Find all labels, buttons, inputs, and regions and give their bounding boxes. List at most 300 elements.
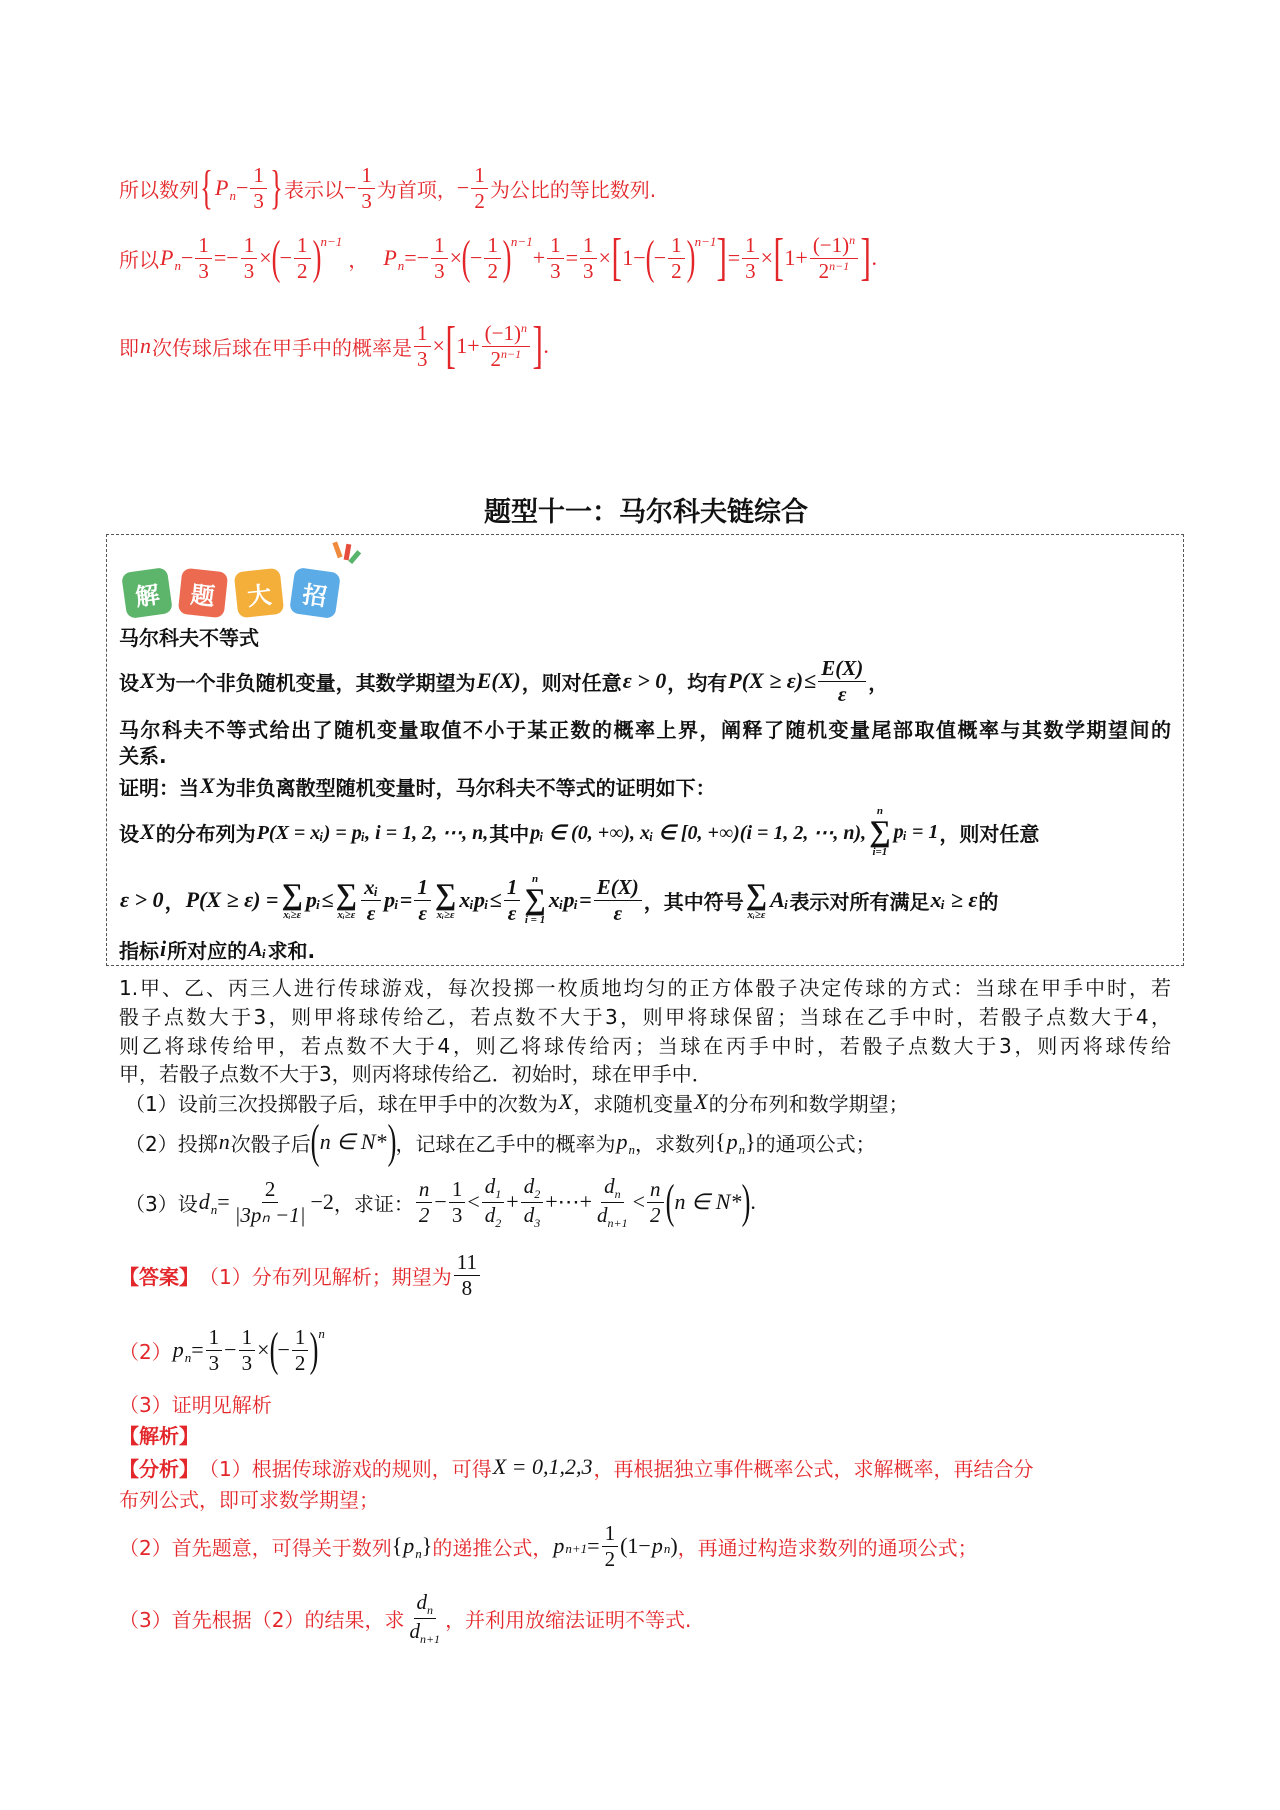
text: 次骰子后 (230, 1131, 311, 1156)
text: 所以数列 (119, 177, 199, 202)
math-var: i (160, 936, 167, 961)
equals: = (191, 1337, 204, 1362)
text: 【解析】 (119, 1423, 199, 1448)
denominator: ε (613, 900, 623, 925)
badge-tile: 解 (121, 567, 173, 619)
sum-upper: n (531, 873, 539, 885)
math-var: p (651, 1533, 663, 1558)
math-expr: P(X ≥ ε) (728, 668, 804, 693)
denominator (406, 1619, 443, 1647)
sigma: ∑ (869, 815, 891, 848)
exponent: n (849, 233, 856, 248)
denominator: 3 (361, 188, 372, 213)
analysis-sub-label: 【分析】 (119, 1456, 199, 1481)
minus: − (226, 245, 239, 270)
fraction (358, 163, 375, 212)
box-line-6 (119, 919, 315, 979)
numerator: E(X) (818, 656, 866, 681)
fraction (471, 163, 488, 212)
denominator: 3 (198, 258, 209, 283)
minus: − (343, 175, 357, 200)
sparkle-icon (327, 540, 367, 570)
fraction (580, 233, 597, 282)
denominator: 2 (294, 1350, 306, 1375)
numerator: 1 (449, 1177, 466, 1202)
box-line-2: 马尔科夫不等式给出了随机变量取值不小于某正数的概率上界，阐释了随机变量尾部取值概率与其数学期望间的 (119, 718, 1171, 742)
text: （1）设前三次投掷骰子后，球在甲手中的次数为 (125, 1091, 558, 1116)
exponent: n−1 (694, 234, 717, 249)
fraction (454, 1250, 480, 1299)
denominator: 3 (417, 346, 428, 371)
numerator: 1 (547, 233, 564, 258)
text: ，求数列 (635, 1131, 716, 1156)
minus: − (416, 245, 430, 270)
numerator (414, 1590, 437, 1619)
neg-one: (−1) (812, 233, 850, 258)
math-expr: E(X) (476, 668, 521, 693)
math-var: X (558, 1089, 573, 1114)
denominator: ε (507, 900, 517, 925)
math-var: X (140, 668, 155, 693)
text: ，其中符号 (643, 889, 744, 914)
tail-line-2 (119, 228, 877, 288)
text: （3）证明见解析 (119, 1392, 272, 1417)
math-var: pᵢ (384, 887, 399, 912)
right-paren: ) (686, 231, 696, 284)
right-paren: ) (502, 231, 512, 284)
text: 所以 (119, 247, 159, 272)
numerator: n (416, 1177, 433, 1202)
sum-upper: n (876, 805, 883, 817)
math-expr: xᵢpᵢ (548, 887, 579, 912)
math-var: p (553, 1533, 565, 1558)
text: 的分布列为 (155, 821, 256, 846)
equals: = (213, 245, 227, 270)
minus: − (434, 1189, 447, 1214)
numerator: 1 (742, 233, 759, 258)
fraction (594, 1174, 631, 1231)
numerator: E(X) (594, 875, 642, 900)
subscript: n (663, 1540, 671, 1556)
right-brace: } (270, 161, 283, 214)
text: ，并利用放缩法证明不等式. (445, 1607, 692, 1632)
left-bracket: [ (611, 229, 622, 286)
sum-lower: xᵢ≥ε (747, 908, 766, 921)
denominator: 3 (550, 258, 561, 283)
text: ， (868, 670, 889, 695)
math-var: P (215, 175, 229, 200)
text: 其中 (489, 821, 530, 846)
equals: = (565, 245, 579, 270)
sigma: ∑ (745, 877, 768, 911)
fraction (414, 321, 431, 370)
sigma: ∑ (281, 877, 303, 911)
minus: − (653, 245, 667, 270)
numerator (810, 233, 858, 258)
numerator: 1 (195, 233, 212, 258)
numerator: 1 (602, 1521, 619, 1546)
fraction (206, 1325, 223, 1374)
subscript: 2 (534, 1186, 541, 1201)
numerator: 1 (250, 163, 267, 188)
answer-1 (119, 1245, 482, 1305)
denominator: ε (366, 900, 376, 925)
math-var: n (218, 1129, 230, 1154)
left-bracket: [ (445, 317, 456, 374)
text: ，则对任意 (939, 821, 1040, 846)
right-brace: } (421, 1533, 433, 1558)
sum-lower: i=1 (872, 846, 888, 858)
numerator (521, 1174, 544, 1203)
two: 2 (322, 1189, 334, 1214)
left-brace: { (391, 1533, 403, 1558)
exponent: n−1 (501, 346, 522, 361)
denominator: 2 (474, 188, 485, 213)
text: 的递推公式， (432, 1535, 553, 1560)
math-expr: ε > 0 (120, 887, 164, 912)
text: 布列公式，即可求数学期望； (119, 1487, 379, 1512)
math-expr: ε > 0 (622, 668, 667, 693)
text: ， (164, 889, 185, 914)
text: ，再根据独立事件概率公式，求解概率，再结合分 (593, 1456, 1034, 1481)
right-paren: ) (310, 1323, 319, 1376)
numerator (482, 321, 530, 346)
analysis-line-3 (119, 1588, 691, 1648)
subscript: n (738, 1142, 746, 1157)
exponent: n (318, 1326, 325, 1341)
fraction (241, 233, 258, 282)
fraction (521, 1174, 544, 1231)
text: ，均有 (667, 670, 728, 695)
fraction (547, 233, 564, 282)
fraction (482, 321, 530, 370)
fraction (431, 233, 448, 282)
d: d (523, 1173, 535, 1198)
minus: − (456, 175, 470, 200)
separator: ， (348, 247, 369, 272)
text: （2）首先题意，可得关于数列 (119, 1535, 392, 1560)
math-var: X (694, 1089, 708, 1114)
denominator: ε (418, 900, 427, 925)
fraction (449, 1177, 466, 1226)
one-plus: 1+ (456, 333, 480, 358)
math-var: p (726, 1129, 738, 1154)
denominator: 3 (434, 258, 445, 283)
denominator (482, 1203, 505, 1231)
sum-lower: i = 1 (524, 914, 546, 926)
math-var: Aᵢ (770, 887, 789, 912)
text: 为公比的等比数列. (489, 177, 657, 202)
left-paren: ( (310, 1115, 320, 1168)
text: 次传球后球在甲手中的概率是 (152, 335, 412, 360)
times: × (449, 245, 463, 270)
numerator (601, 1174, 624, 1203)
one-plus: 1+ (784, 245, 808, 270)
text: 表示以 (283, 177, 344, 202)
fraction (818, 656, 866, 705)
text: 证明：当 (119, 775, 199, 800)
text: 的通项公式； (755, 1131, 876, 1156)
section-title: 题型十一：马尔科夫链综合 (484, 497, 808, 528)
denominator: 3 (208, 1350, 220, 1375)
sum-symbol (745, 877, 768, 921)
denominator: 3 (253, 188, 264, 213)
fraction (250, 163, 267, 212)
right-bracket: ] (716, 229, 728, 286)
d: d (416, 1589, 427, 1614)
right-brace: } (745, 1129, 756, 1154)
math-expr: X = 0,1,2,3 (492, 1454, 593, 1479)
subscript: n+1 (607, 1215, 628, 1230)
text: 表示对所有满足 (789, 889, 930, 914)
denominator: |3pₙ −1| (234, 1202, 306, 1227)
left-bracket: [ (773, 229, 784, 286)
text: 设 (119, 670, 139, 695)
sum-lower: xᵢ≥ε (283, 908, 302, 921)
problem-line: 骰子点数大于3，则甲将球传给乙，若点数不大于3，则甲将球保留；当球在乙手中时，若骰子点数大于4， (119, 1005, 1171, 1029)
text: （2）投掷 (125, 1131, 218, 1156)
minus: − (277, 1337, 290, 1362)
subscript: n (210, 1202, 218, 1217)
sum-lower: xᵢ≥ε (337, 908, 356, 921)
text: （3）首先根据（2）的结果，求 (119, 1607, 405, 1632)
right-paren: ) (387, 1115, 396, 1168)
fraction (602, 1521, 619, 1570)
d: d (409, 1618, 420, 1643)
numerator: 1 (414, 321, 431, 346)
numerator: 1 (239, 1325, 256, 1350)
text: （1）分布列见解析；期望为 (199, 1264, 452, 1289)
badge-tile: 大 (234, 568, 285, 619)
numerator: 11 (454, 1250, 480, 1275)
subscript: n (184, 1350, 192, 1365)
d: d (604, 1173, 615, 1198)
sigma: ∑ (524, 883, 546, 916)
text: ，则对任意 (521, 670, 622, 695)
numerator: 1 (504, 875, 521, 900)
times: × (598, 245, 611, 270)
d: d (484, 1173, 496, 1198)
fraction (406, 1590, 443, 1647)
period: . (871, 245, 877, 270)
d: d (523, 1202, 535, 1227)
subscript: n (628, 1142, 636, 1157)
left-paren: ( (620, 1533, 628, 1558)
subscript: 1 (495, 1186, 502, 1201)
denominator: 3 (451, 1202, 463, 1227)
denominator: 2 (487, 258, 498, 283)
denominator (521, 1203, 544, 1231)
badge-tile: 招 (289, 567, 341, 619)
one-minus: 1− (627, 1533, 651, 1558)
fraction (414, 875, 431, 924)
math-var: X (200, 773, 215, 798)
fraction (594, 875, 642, 924)
subscript: n+1 (419, 1631, 441, 1646)
text: 的 (978, 889, 999, 914)
exponent: n−1 (320, 234, 343, 249)
badge-tile: 题 (178, 568, 229, 619)
right-bracket: ] (532, 317, 543, 374)
denominator: 3 (583, 258, 594, 283)
exponent: n (521, 321, 528, 336)
text: 为首项， (376, 177, 457, 202)
less-than: < (632, 1189, 646, 1214)
text: 的分布列和数学期望； (708, 1091, 909, 1116)
denominator: 2 (671, 258, 682, 283)
text: 关系. (119, 743, 167, 768)
text: 即 (119, 335, 139, 360)
fraction (742, 233, 759, 282)
denominator: 3 (241, 1350, 253, 1375)
times: × (257, 1337, 270, 1362)
right-paren: ) (670, 1533, 678, 1558)
math-var: P (160, 245, 174, 270)
left-paren: ( (461, 231, 471, 284)
fraction (647, 1177, 664, 1226)
text: ，记球在乙手中的概率为 (395, 1131, 616, 1156)
numerator: xᵢ (361, 875, 381, 900)
numerator: 1 (241, 233, 258, 258)
minus: − (279, 245, 293, 270)
subscript: n (427, 1602, 433, 1617)
times: × (760, 245, 774, 270)
fraction (504, 875, 521, 924)
denominator (816, 259, 853, 283)
math-expr: n ∈ N* (674, 1189, 742, 1214)
numerator: 1 (580, 233, 597, 258)
le: ≤ (489, 887, 502, 912)
numerator: n (647, 1177, 664, 1202)
numerator: 1 (668, 233, 685, 258)
question-2 (125, 1112, 876, 1172)
tail-line-1 (119, 158, 656, 218)
right-paren: ) (741, 1175, 751, 1228)
equals: = (399, 887, 413, 912)
text: （2） (119, 1339, 172, 1364)
less-than: < (467, 1189, 480, 1214)
denominator: 2 (604, 1546, 616, 1571)
math-var: p (616, 1129, 628, 1154)
exponent: n−1 (829, 258, 850, 273)
minus: − (310, 1189, 323, 1214)
tail-line-3 (119, 316, 549, 376)
numerator: 1 (292, 1325, 309, 1350)
answer-label: 【答案】 (119, 1264, 199, 1289)
two: 2 (818, 258, 830, 283)
minus: − (236, 175, 249, 200)
math-var: n (140, 333, 151, 358)
equals: = (727, 245, 741, 270)
denominator: 8 (461, 1275, 473, 1300)
sigma: ∑ (335, 877, 358, 911)
math-var: pᵢ (305, 887, 321, 912)
subscript: 3 (534, 1215, 541, 1230)
fraction (668, 233, 685, 282)
period: . (750, 1189, 756, 1214)
text: ，再通过构造求数列的通项公式； (677, 1535, 978, 1560)
fraction (239, 1325, 256, 1374)
math-var: d (198, 1189, 210, 1214)
one-minus: 1− (622, 245, 646, 270)
plus: + (506, 1189, 519, 1214)
sum-symbol (335, 877, 358, 921)
box-line-4 (119, 802, 1039, 862)
analysis-line-2 (119, 1516, 978, 1576)
minus: − (180, 245, 194, 270)
math-var: p (403, 1533, 415, 1558)
numerator: 1 (206, 1325, 223, 1350)
fraction (292, 1325, 309, 1374)
text: ，求证： (333, 1191, 414, 1216)
math-expr: xᵢpᵢ (459, 887, 489, 912)
question-3 (125, 1172, 756, 1232)
equals: = (217, 1189, 230, 1214)
fraction (416, 1177, 433, 1226)
math-expr: n ∈ N* (319, 1129, 387, 1154)
math-expr: P(X = xᵢ) = pᵢ, i = 1, 2, ⋯, n, (256, 821, 489, 844)
text: 所对应的 (167, 938, 248, 963)
left-paren: ( (665, 1175, 674, 1228)
text: 甲，若骰子点数不大于3，则丙将球传给乙．初始时，球在甲手中． (119, 1061, 712, 1086)
text: 指标 (119, 938, 159, 963)
right-paren: ) (312, 231, 321, 284)
text: 求和. (267, 938, 316, 963)
le: ≤ (321, 887, 334, 912)
numerator (482, 1174, 505, 1203)
period: . (543, 333, 549, 358)
denominator: 3 (243, 258, 255, 283)
left-paren: ( (271, 231, 281, 284)
math-expr: pᵢ ∈ (0, +∞), xᵢ ∈ [0, +∞)(i = 1, 2, ⋯, n), (530, 821, 867, 844)
text: （1）根据传球游戏的规则，可得 (199, 1456, 492, 1481)
times: × (432, 333, 445, 358)
subscript: n (229, 188, 236, 203)
math-expr: pᵢ = 1 (893, 820, 939, 843)
text: ，求随机变量 (573, 1091, 694, 1116)
left-brace: { (715, 1129, 726, 1154)
minus: − (224, 1337, 237, 1362)
sum-symbol (434, 877, 457, 921)
denominator: 3 (745, 258, 756, 283)
fraction (294, 233, 311, 282)
subscript: n+1 (565, 1540, 588, 1556)
math-var: X (140, 819, 155, 844)
left-brace: { (200, 161, 213, 214)
numerator: 1 (414, 875, 431, 900)
numerator: 2 (262, 1177, 279, 1202)
fraction (195, 233, 212, 282)
sigma: ∑ (434, 877, 457, 911)
numerator: 1 (358, 163, 375, 188)
text: 为非负离散型随机变量时，马尔科夫不等式的证明如下： (215, 775, 716, 800)
fraction (810, 233, 858, 282)
sum-symbol (524, 874, 545, 926)
numerator: 1 (471, 163, 488, 188)
fraction (484, 233, 501, 282)
denominator: 2 (650, 1202, 661, 1227)
equals: = (587, 1533, 600, 1558)
problem-line: 1.甲、乙、丙三人进行传球游戏，每次投掷一枚质地均匀的正方体骰子决定传球的方式：当球在甲手中时，若 (119, 976, 1171, 1000)
left-paren: ( (269, 1323, 278, 1376)
problem-line: 则乙将球传给甲，若点数不大于4，则乙将球传给丙；当球在丙手中时，若骰子点数大于3，则丙将球传给 (119, 1034, 1171, 1058)
math-expr: xᵢ ≥ ε (930, 887, 978, 912)
subscript: n (397, 258, 405, 273)
subscript: 2 (495, 1215, 502, 1230)
exponent: n−1 (510, 234, 533, 249)
fraction (232, 1177, 309, 1226)
right-bracket: ] (860, 229, 872, 286)
